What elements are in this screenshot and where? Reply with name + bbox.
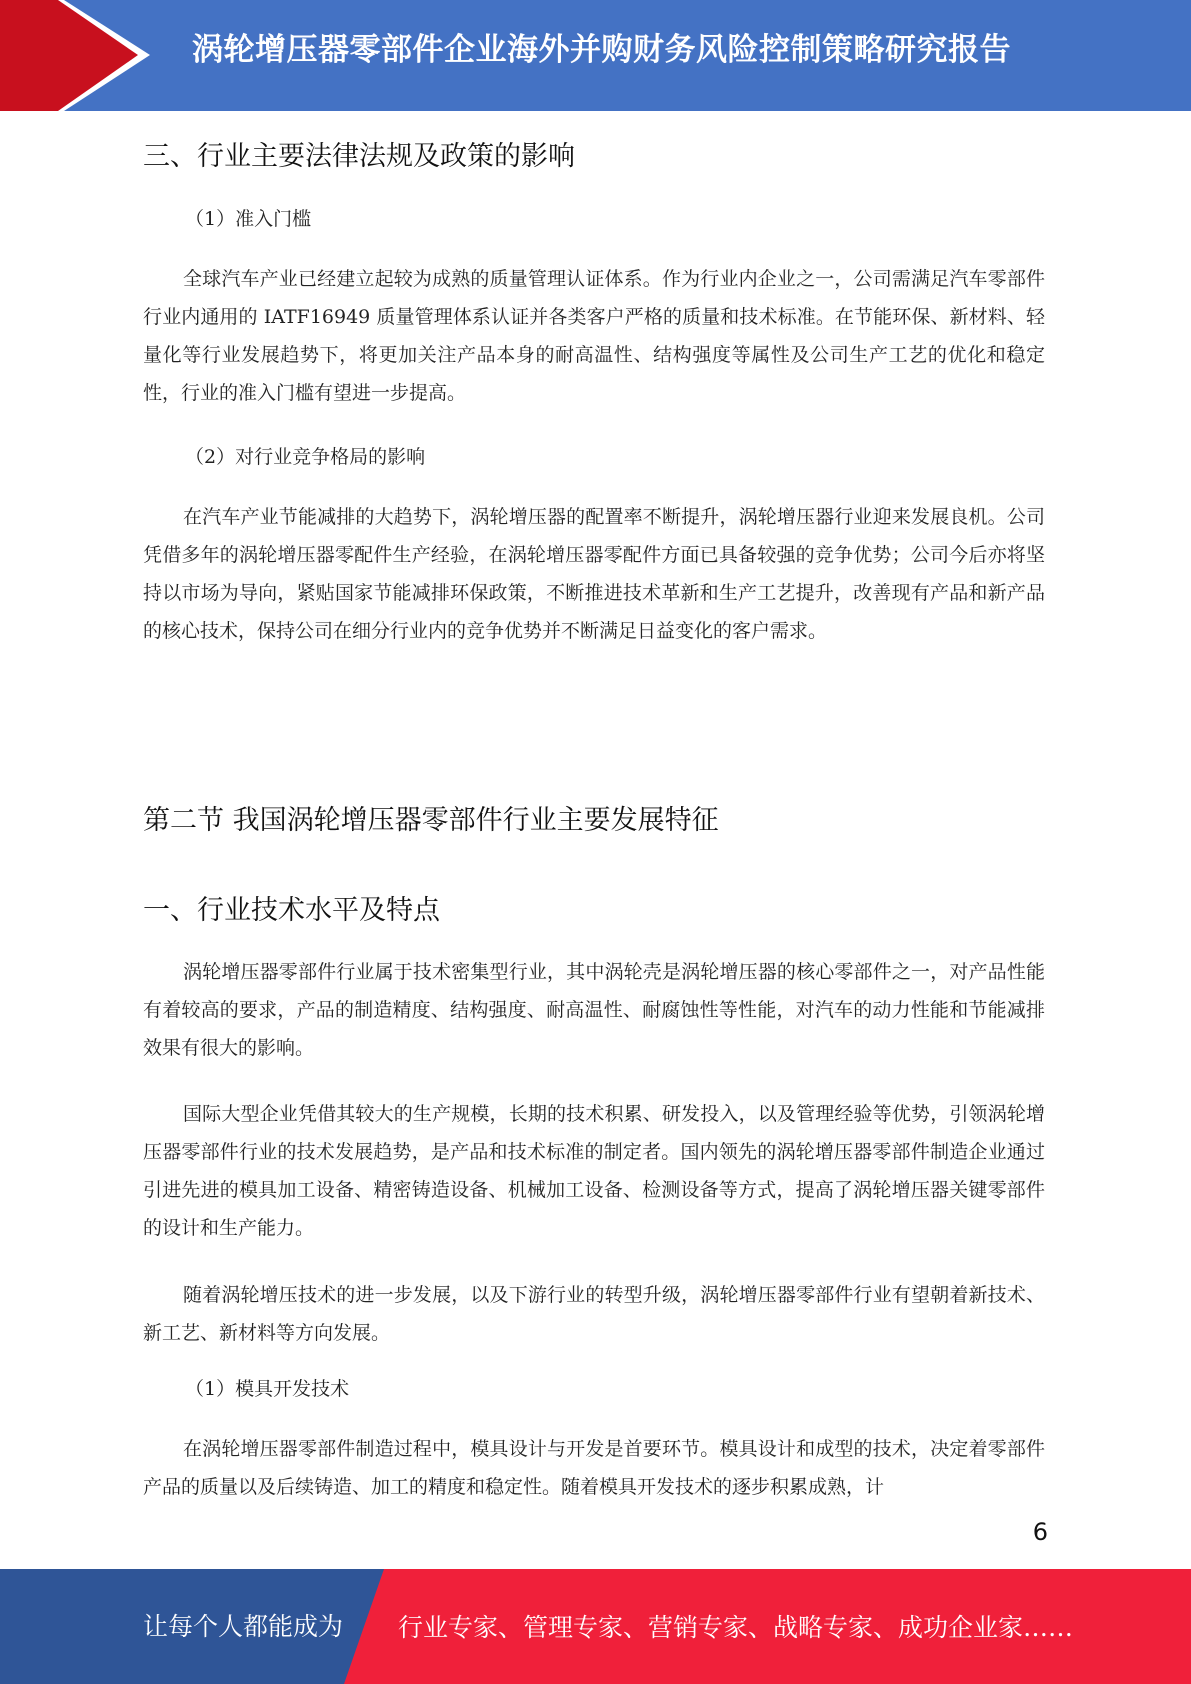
page-header: [0, 0, 1191, 111]
footer-slogan-right: 行业专家、管理专家、营销专家、战略专家、成功企业家……: [398, 1613, 1074, 1642]
paragraph-mold-tech: 在涡轮增压器零部件制造过程中，模具设计与开发是首要环节。模具设计和成型的技术，决定着零部件产品的质量以及后续铸造、加工的精度和稳定性。随着模具开发技术的逐步积累成熟，计: [143, 1438, 1045, 1498]
paragraph-tech-intensive: 涡轮增压器零部件行业属于技术密集型行业，其中涡轮壳是涡轮增压器的核心零部件之一，对产品性能有着较高的要求，产品的制造精度、结构强度、耐高温性、耐腐蚀性等性能，对汽车的动力性能和节能减排效果有很大的影响。: [143, 961, 1045, 1059]
footer-slogan-left: 让每个人都能成为: [143, 1612, 344, 1641]
header-title: 涡轮增压器零部件企业海外并购财务风险控制策略研究报告: [192, 32, 1011, 68]
subheading-entry-barrier: （1）准入门槛: [185, 208, 312, 230]
paragraph-entry-barrier: 全球汽车产业已经建立起较为成熟的质量管理认证体系。作为行业内企业之一，公司需满足汽车零部件行业内通用的 IATF16949 质量管理体系认证并各类客户严格的质量和技术标准。在节能环保、新材料、轻量化等行业发展趋势下，将更加关注产品本身的耐高温性、结构强度等属性及公司生产工艺的优化和稳定性，行业的准入门槛有望进一步提高。: [143, 268, 1045, 404]
section-heading-1: 一、行业技术水平及特点: [143, 895, 440, 926]
section-heading-3: 三、行业主要法律法规及政策的影响: [143, 141, 575, 172]
paragraph-international-firms: 国际大型企业凭借其较大的生产规模，长期的技术积累、研发投入，以及管理经验等优势，引领涡轮增压器零部件行业的技术发展趋势，是产品和技术标准的制定者。国内领先的涡轮增压器零部件制造企业通过引进先进的模具加工设备、精密铸造设备、机械加工设备、检测设备等方式，提高了涡轮增压器关键零部件的设计和生产能力。: [143, 1103, 1045, 1239]
page-number: 6: [1032, 1518, 1048, 1546]
header-chevron-decoration: [0, 0, 160, 111]
subheading-mold-tech: （1）模具开发技术: [185, 1378, 350, 1400]
subheading-competition: （2）对行业竞争格局的影响: [185, 446, 426, 468]
paragraph-competition: 在汽车产业节能减排的大趋势下，涡轮增压器的配置率不断提升，涡轮增压器行业迎来发展良机。公司凭借多年的涡轮增压器零配件生产经验，在涡轮增压器零配件方面已具备较强的竞争优势；公司今后亦将坚持以市场为导向，紧贴国家节能减排环保政策，不断推进技术革新和生产工艺提升，改善现有产品和新产品的核心技术，保持公司在细分行业内的竞争优势并不断满足日益变化的客户需求。: [143, 506, 1045, 642]
chapter-heading: 第二节 我国涡轮增压器零部件行业主要发展特征: [143, 805, 719, 836]
paragraph-development-trend: 随着涡轮增压技术的进一步发展，以及下游行业的转型升级，涡轮增压器零部件行业有望朝着新技术、新工艺、新材料等方向发展。: [143, 1284, 1045, 1344]
page-footer: [0, 1569, 1191, 1684]
